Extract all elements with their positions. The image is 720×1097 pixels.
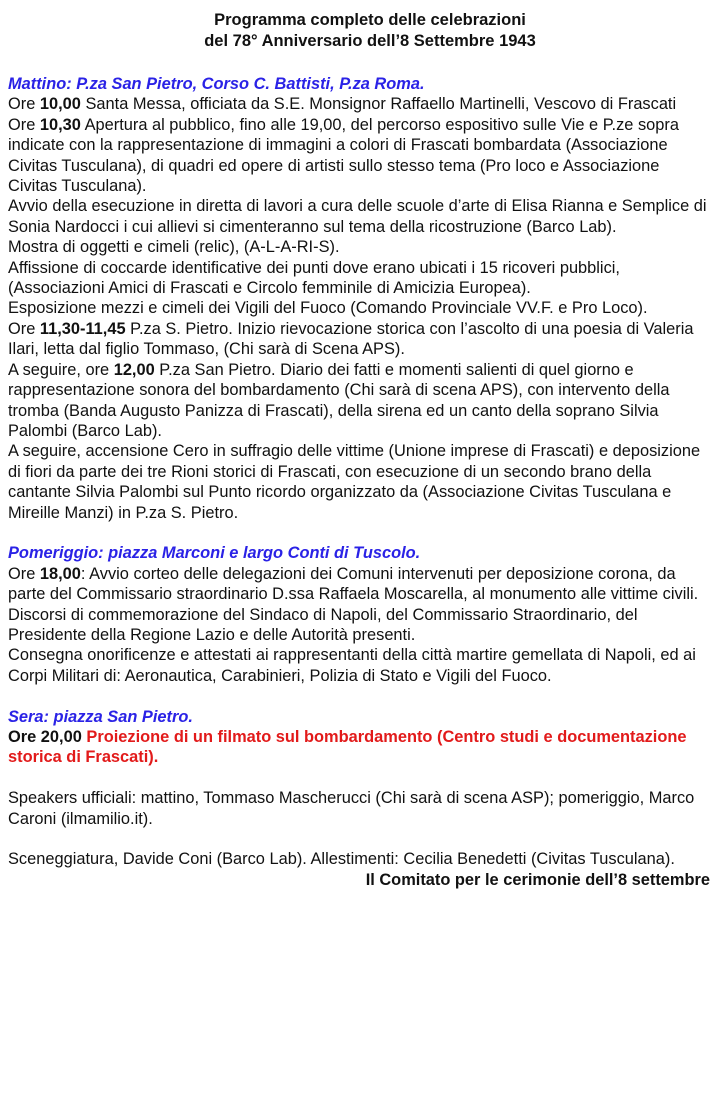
staging-credits: Sceneggiatura, Davide Coni (Barco Lab). Allestimenti: Cecilia Benedetti (Civitas Tusculana).	[8, 850, 675, 869]
film-description: Proiezione di un filmato sul bombardamento (Centro studi e documentazione storica di Frascati).	[8, 727, 687, 767]
morning-item-relics: Mostra di oggetti e cimeli (relic), (A-L-A-RI-S).	[8, 238, 340, 257]
afternoon-heading: Pomeriggio: piazza Marconi e largo Conti di Tuscolo.	[8, 544, 421, 563]
afternoon-item-honors: Consegna onorificenze e attestati ai rappresentanti della città martire gemellata di Napoli, ed ai Corpi Militari di: Aeronautica, Carabinieri, Polizia di Stato e Vigili del Fuoco.	[8, 646, 696, 685]
morning-item-firefighters: Esposizione mezzi e cimeli dei Vigili del Fuoco (Comando Provinciale VV.F. e Pro Loco).	[8, 299, 648, 318]
morning-item-exhibition: Ore 10,30 Apertura al pubblico, fino alle 19,00, del percorso espositivo sulle Vie e P.ze sopra indicate con la rappresentazione di immagini a colori di Frascati bombardata (Associazione Civitas Tusculana), di quadri ed opere di artisti sullo stesso tema (Pro loco e Associazione Civitas Tusculana).	[8, 115, 679, 196]
document-body	[8, 74, 712, 890]
evening-item-film	[8, 727, 712, 768]
morning-item-candle: A seguire, accensione Cero in suffragio delle vittime (Unione imprese di Frascati) e deposizione di fiori da parte dei tre Rioni storici di Frascati, con esecuzione di un secondo brano della cantante Silvia Palombi sul Punto ricordo organizzato da (Associazione Civitas Tusculana e Mireille Manzi) in P.za S. Pietro.	[8, 442, 701, 522]
time-18-00: 18,00	[39, 564, 81, 583]
speakers-credits: Speakers ufficiali: mattino, Tommaso Mascherucci (Chi sarà di scena ASP); pomeriggio, Marco Caroni (ilmamilio.it).	[8, 789, 695, 828]
morning-heading: Mattino: P.za San Pietro, Corso C. Battisti, P.za Roma.	[8, 75, 425, 93]
title-line-2: del 78° Anniversario dell’8 Settembre 1943	[204, 32, 536, 50]
time-20-00: Ore 20,00	[8, 727, 82, 746]
time-10-30: 10,30	[39, 115, 81, 134]
committee-signature: Il Comitato per le cerimonie dell’8 settembre	[365, 870, 710, 889]
evening-heading: Sera: piazza San Pietro.	[8, 707, 193, 726]
time-10-00: 10,00	[39, 95, 81, 114]
time-12-00: 12,00	[113, 360, 155, 379]
morning-item-diary: A seguire, ore 12,00 P.za San Pietro. Diario dei fatti e momenti salienti di quel giorno e rappresentazione sonora del bombardamento (Chi sarà di scena APS), con intervento della tromba (Banda Augusto Panizza di Frascati), della sirena ed un canto della soprano Silvia Palombi (Barco Lab).	[8, 360, 670, 440]
morning-item-art-schools: Avvio della esecuzione in diretta di lavori a cura delle scuole d’arte di Elisa Rianna e Semplice di Sonia Nardocci i cui allievi si cimenteranno sul tema della ricostruzione (Barco Lab).	[8, 197, 707, 236]
title-line-1: Programma completo delle celebrazioni	[214, 11, 526, 29]
morning-item-mass: Ore 10,00 Santa Messa, officiata da S.E. Monsignor Raffaello Martinelli, Vescovo di Frascati	[8, 95, 677, 114]
morning-item-cockades: Affissione di coccarde identificative dei punti dove erano ubicati i 15 ricoveri pubblici, (Associazioni Amici di Frascati e Circolo femminile di Amicizia Europea).	[8, 258, 620, 298]
morning-item-reenactment: Ore 11,30-11,45 P.za S. Pietro. Inizio rievocazione storica con l’ascolto di una poesia di Valeria Ilari, letta dal figlio Tommaso, (Chi sarà di Scena APS).	[8, 319, 694, 359]
afternoon-item-procession: Ore 18,00: Avvio corteo delle delegazioni dei Comuni intervenuti per deposizione corona, da parte del Commissario straordinario D.ssa Raffaela Moscarella, al monumento alle vittime civili. Discorsi di commemorazione del Sindaco di Napoli, del Commissario Straordinario, del Presidente della Regione Lazio e delle Autorità presenti.	[8, 564, 699, 644]
document-title	[8, 10, 712, 52]
time-11-30: 11,30-11,45	[39, 319, 126, 338]
